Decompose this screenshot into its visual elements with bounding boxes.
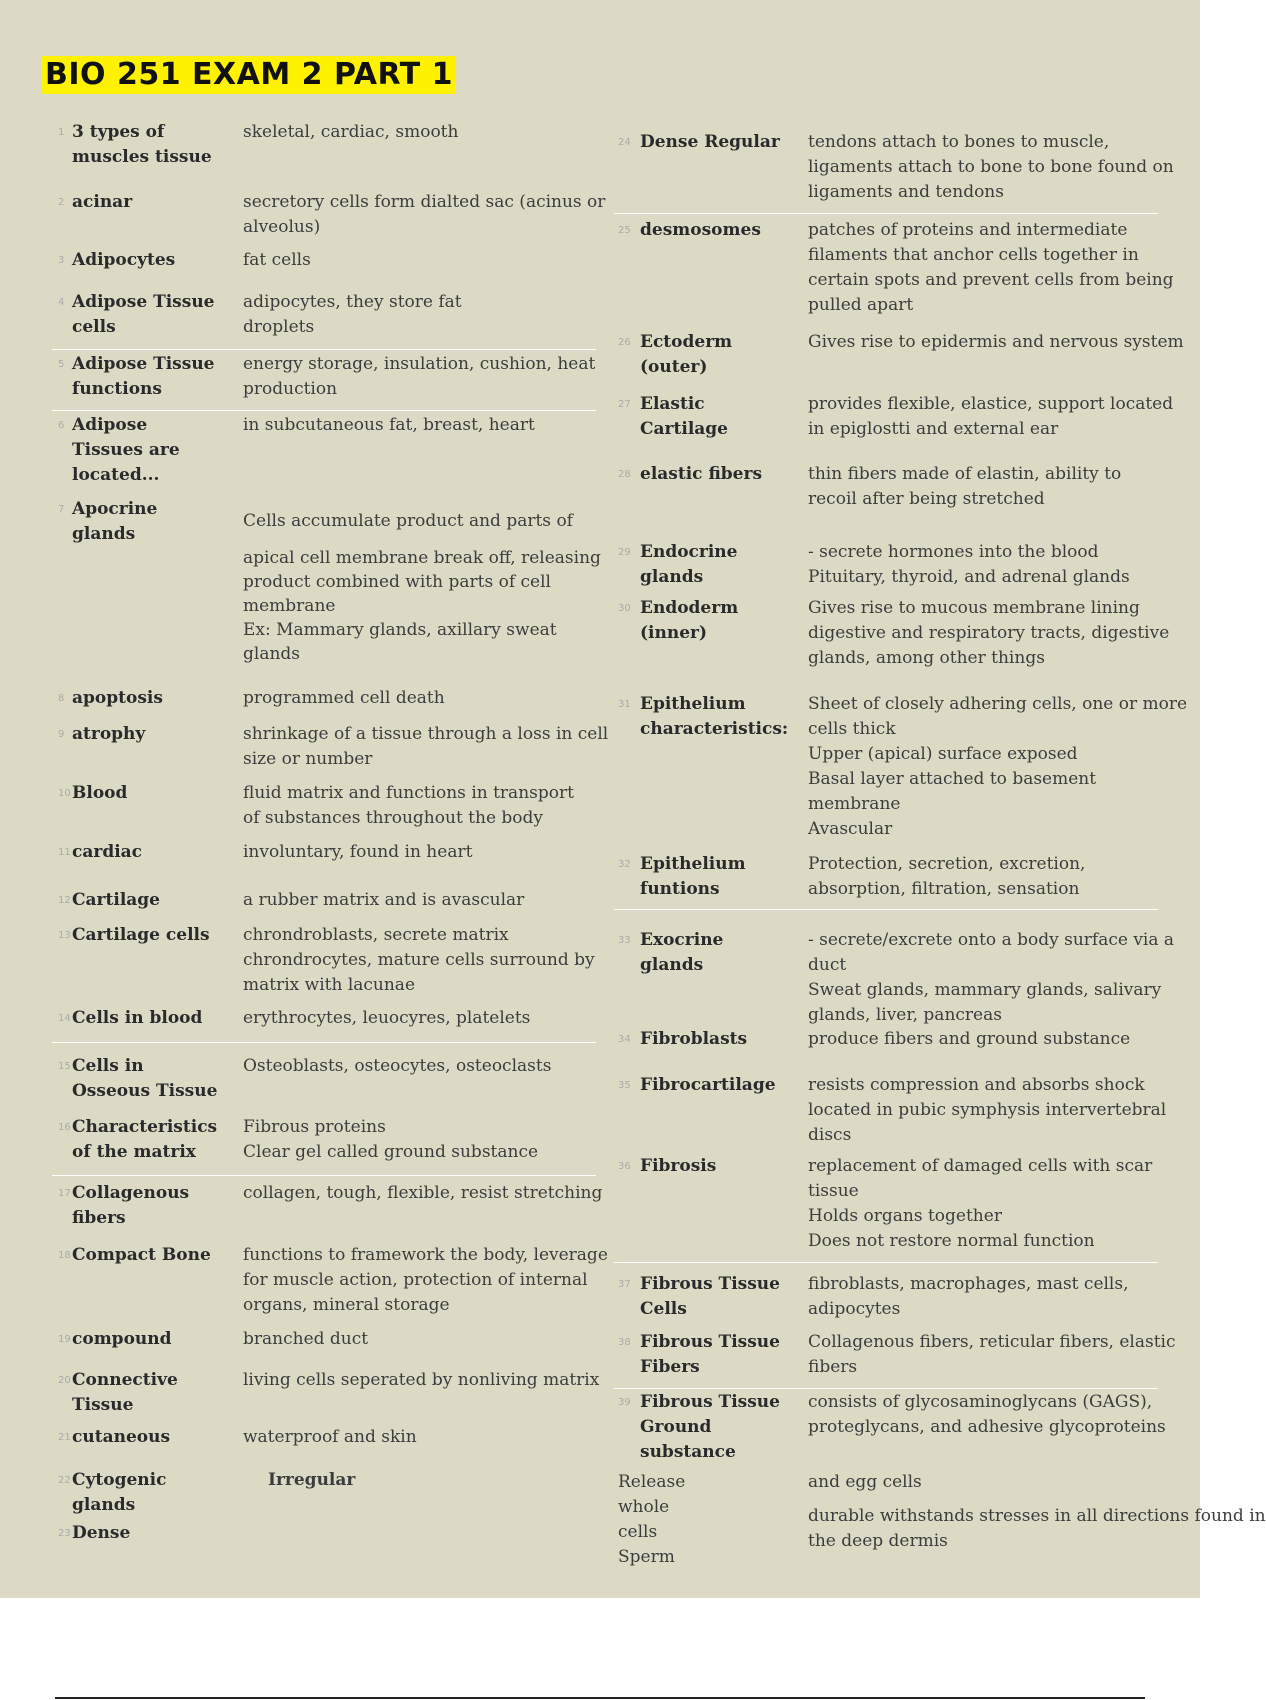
term-line: Epithelium [640, 694, 746, 714]
definition-line: certain spots and prevent cells from being [808, 270, 1174, 290]
entry-term [72, 722, 145, 747]
definition-line: fat cells [243, 250, 311, 270]
term-line: muscles tissue [72, 147, 212, 167]
entry-number: 19 [58, 1334, 71, 1345]
entry-term [72, 1327, 172, 1352]
entry-term [72, 290, 215, 340]
overflow-line: durable withstands stresses in all directions found in [808, 1506, 1266, 1526]
term-line: compound [72, 1329, 172, 1349]
entry-term [640, 1073, 776, 1098]
entry-term [640, 462, 762, 487]
entry-term [72, 888, 160, 913]
term-line: glands [72, 524, 136, 544]
definition-line: Upper (apical) surface exposed [808, 744, 1078, 764]
entry-number: 21 [58, 1432, 71, 1443]
overflow-line: Sperm [618, 1547, 675, 1567]
definition-line: patches of proteins and intermediate [808, 220, 1128, 240]
entry-number: 32 [618, 859, 631, 870]
term-line: of the matrix [72, 1142, 196, 1162]
entry-definition [808, 928, 1174, 1028]
entry-term [72, 1181, 189, 1231]
entry-number: 6 [58, 420, 65, 431]
overflow-line: cells [618, 1522, 658, 1542]
term-line: Connective [72, 1370, 178, 1390]
term-line: Exocrine [640, 930, 724, 950]
entry-number: 5 [58, 359, 65, 370]
entry-definition [808, 218, 1174, 318]
definition-line: apical cell membrane break off, releasing [243, 548, 601, 568]
term-line: Fibrous Tissue [640, 1332, 780, 1352]
definition-line: for muscle action, protection of internal [243, 1270, 588, 1290]
definition-line: shrinkage of a tissue through a loss in cell [243, 724, 609, 744]
term-line: Tissues are [72, 440, 180, 460]
entry-term [72, 248, 175, 273]
term-line: Fibrosis [640, 1156, 717, 1176]
term-line: Endocrine [640, 542, 738, 562]
definition-line: Does not restore normal function [808, 1231, 1095, 1251]
term-line: Characteristics [72, 1117, 218, 1137]
row-divider [52, 349, 596, 350]
definition-line: involuntary, found in heart [243, 842, 473, 862]
definition-line: duct [808, 955, 847, 975]
definition-line: Sheet of closely adhering cells, one or more [808, 694, 1188, 714]
term-line: Ground [640, 1417, 712, 1437]
entry-number: 1 [58, 127, 65, 138]
definition-line: Clear gel called ground substance [243, 1142, 539, 1162]
entry-number: 14 [58, 1013, 71, 1024]
term-line: Blood [72, 783, 128, 803]
entry-definition [808, 1073, 1166, 1148]
definition-line: filaments that anchor cells together in [808, 245, 1139, 265]
entry-definition [243, 1006, 530, 1031]
entry-definition [808, 1027, 1130, 1052]
term-line: Fibrous Tissue [640, 1392, 780, 1412]
term-line: Fibers [640, 1357, 700, 1377]
definition-line: Holds organs together [808, 1206, 1002, 1226]
term-line: located... [72, 465, 160, 485]
entry-definition [808, 462, 1121, 512]
entry-number: 30 [618, 603, 631, 614]
definition-line: living cells seperated by nonliving matrix [243, 1370, 600, 1390]
entry-term [640, 330, 732, 380]
entry-definition [243, 1054, 551, 1079]
term-line: elastic fibers [640, 464, 763, 484]
definition-line: produce fibers and ground substance [808, 1029, 1131, 1049]
overflow-line: and egg cells [808, 1472, 922, 1492]
entry-definition [243, 120, 458, 145]
definition-line: skeletal, cardiac, smooth [243, 122, 459, 142]
entry-definition [243, 722, 608, 772]
definition-line: cells thick [808, 719, 896, 739]
entry-number: 22 [58, 1475, 71, 1486]
definition-line: matrix with lacunae [243, 975, 416, 995]
term-line: Cytogenic [72, 1470, 167, 1490]
definition-line: of substances throughout the body [243, 808, 544, 828]
entry-number: 27 [618, 399, 631, 410]
term-line: Ectoderm [640, 332, 733, 352]
entry-definition [808, 852, 1085, 902]
entry-number: 7 [58, 504, 65, 515]
definition-line: recoil after being stretched [808, 489, 1045, 509]
entry-definition [808, 130, 1174, 205]
definition-line: digestive and respiratory tracts, digestive [808, 623, 1170, 643]
entry-term [640, 692, 788, 742]
entry-number: 38 [618, 1337, 631, 1348]
term-line: funtions [640, 879, 720, 899]
entry-term [640, 596, 738, 646]
entry-number: 12 [58, 895, 71, 906]
term-line: acinar [72, 192, 133, 212]
entry-number: 34 [618, 1034, 631, 1045]
entry-definition [808, 596, 1169, 671]
entry-definition [243, 248, 311, 273]
definition-line: alveolus) [243, 217, 321, 237]
entry-definition [243, 190, 605, 240]
entry-number: 37 [618, 1279, 631, 1290]
entry-term [72, 1468, 166, 1518]
entry-definition [243, 352, 595, 402]
entry-definition [808, 692, 1187, 842]
entry-term [640, 1154, 716, 1179]
term-line: Dense Regular [640, 132, 780, 152]
definition-line: proteglycans, and adhesive glycoproteins [808, 1417, 1166, 1437]
definition-line: in subcutaneous fat, breast, heart [243, 415, 535, 435]
entry-number: 15 [58, 1061, 71, 1072]
definition-line: Fibrous proteins [243, 1117, 386, 1137]
entry-definition [243, 840, 472, 865]
entry-definition [243, 888, 524, 913]
definition-line: glands, among other things [808, 648, 1045, 668]
entry-term [72, 497, 157, 547]
definition-line: Protection, secretion, excretion, [808, 854, 1086, 874]
entry-definition [243, 1327, 368, 1352]
term-line: Adipocytes [72, 250, 176, 270]
definition-line: adipocytes [808, 1299, 901, 1319]
entry-number: 10 [58, 788, 71, 799]
definition-line: glands, liver, pancreas [808, 1005, 1002, 1025]
definition-line: tendons attach to bones to muscle, [808, 132, 1110, 152]
entry-number: 29 [618, 547, 631, 558]
entry-number: 11 [58, 847, 71, 858]
entry-number: 31 [618, 699, 631, 710]
entry-definition [808, 1154, 1152, 1254]
term-line: Apocrine [72, 499, 158, 519]
term-line: cells [72, 317, 116, 337]
term-line: Cartilage cells [72, 925, 210, 945]
entry-definition [243, 781, 574, 831]
term-line: atrophy [72, 724, 146, 744]
term-line: Endoderm [640, 598, 739, 618]
entry-number: 36 [618, 1161, 631, 1172]
term-line: Fibroblasts [640, 1029, 748, 1049]
row-divider [52, 1042, 596, 1043]
definition-line: ligaments and tendons [808, 182, 1004, 202]
entry-number: 35 [618, 1080, 631, 1091]
definition-line: Irregular [268, 1470, 356, 1490]
term-line: cardiac [72, 842, 143, 862]
definition-line: adipocytes, they store fat [243, 292, 462, 312]
term-line: 3 types of [72, 122, 165, 142]
term-line: Fibrous Tissue [640, 1274, 780, 1294]
entry-definition [808, 330, 1184, 355]
term-line: glands [640, 955, 704, 975]
definition-line: resists compression and absorbs shock [808, 1075, 1145, 1095]
term-line: Epithelium [640, 854, 746, 874]
term-line: cutaneous [72, 1427, 171, 1447]
entry-definition [808, 392, 1173, 442]
definition-line: fibers [808, 1357, 858, 1377]
entry-definition [243, 1425, 417, 1450]
entry-number: 4 [58, 297, 65, 308]
definition-line: provides flexible, elastice, support located [808, 394, 1174, 414]
definition-line: Sweat glands, mammary glands, salivary [808, 980, 1162, 1000]
entry-number: 24 [618, 137, 631, 148]
row-divider [614, 1262, 1158, 1263]
definition-line: branched duct [243, 1329, 369, 1349]
entry-term [640, 1027, 747, 1052]
definition-line: membrane [808, 794, 901, 814]
entry-definition [243, 686, 445, 711]
definition-line: tissue [808, 1181, 859, 1201]
term-line: Osseous Tissue [72, 1081, 218, 1101]
term-line: Cartilage [72, 890, 160, 910]
entry-term [640, 130, 780, 155]
definition-line: consists of glycosaminoglycans (GAGS), [808, 1392, 1153, 1412]
definition-line: size or number [243, 749, 373, 769]
definition-line: Basal layer attached to basement [808, 769, 1097, 789]
entry-term [640, 392, 728, 442]
entry-term [72, 923, 210, 948]
entry-term [72, 1006, 202, 1031]
entry-term [72, 840, 142, 865]
definition-line: membrane [243, 596, 336, 616]
definition-line: - secrete/excrete onto a body surface via a [808, 930, 1175, 950]
definition-line: Gives rise to epidermis and nervous system [808, 332, 1184, 352]
term-line: Dense [72, 1523, 131, 1543]
definition-line: located in pubic symphysis intervertebral [808, 1100, 1167, 1120]
entry-number: 9 [58, 729, 65, 740]
entry-number: 17 [58, 1188, 71, 1199]
entry-term [640, 1330, 780, 1380]
term-line: Cells in blood [72, 1008, 203, 1028]
term-line: (outer) [640, 357, 708, 377]
definition-line: waterproof and skin [243, 1427, 417, 1447]
entry-term [640, 928, 723, 978]
definition-line: chrondrocytes, mature cells surround by [243, 950, 595, 970]
entry-definition [243, 290, 462, 340]
entry-definition [243, 923, 595, 998]
term-line: fibers [72, 1208, 126, 1228]
row-divider [614, 1388, 1158, 1389]
term-line: Fibrocartilage [640, 1075, 776, 1095]
definition-line: Avascular [808, 819, 893, 839]
definition-line: in epiglostti and external ear [808, 419, 1059, 439]
entry-definition [243, 1115, 538, 1165]
entry-number: 18 [58, 1250, 71, 1261]
definition-line: Gives rise to mucous membrane lining [808, 598, 1140, 618]
term-line: (inner) [640, 623, 708, 643]
term-line: glands [640, 567, 704, 587]
entry-number: 16 [58, 1122, 71, 1133]
entry-term [640, 540, 737, 590]
entry-term [640, 852, 746, 902]
entry-definition [243, 1181, 602, 1206]
entry-term [72, 120, 212, 170]
definition-line: Collagenous fibers, reticular fibers, elastic [808, 1332, 1176, 1352]
entry-definition [808, 540, 1130, 590]
entry-definition [243, 1243, 608, 1318]
page-title: BIO 251 EXAM 2 PART 1 [42, 56, 456, 94]
definition-line: pulled apart [808, 295, 914, 315]
definition-line: energy storage, insulation, cushion, heat [243, 354, 596, 374]
definition-line: chrondroblasts, secrete matrix [243, 925, 509, 945]
definition-line: functions to framework the body, leverage [243, 1245, 608, 1265]
definition-line: Pituitary, thyroid, and adrenal glands [808, 567, 1130, 587]
entry-number: 39 [618, 1397, 631, 1408]
entry-term [72, 352, 215, 402]
term-line: apoptosis [72, 688, 163, 708]
definition-line: discs [808, 1125, 852, 1145]
term-line: characteristics: [640, 719, 789, 739]
term-line: glands [72, 1495, 136, 1515]
entry-number: 33 [618, 935, 631, 946]
entry-term [640, 1272, 780, 1322]
definition-line: glands [243, 644, 301, 664]
definition-line: erythrocytes, leuocyres, platelets [243, 1008, 531, 1028]
definition-line: absorption, filtration, sensation [808, 879, 1080, 899]
entry-definition [808, 1330, 1176, 1380]
bottom-rule [55, 1697, 1145, 1699]
definition-line: product combined with parts of cell [243, 572, 551, 592]
definition-line: collagen, tough, flexible, resist stretching [243, 1183, 603, 1203]
definition-line: Ex: Mammary glands, axillary sweat [243, 620, 557, 640]
entry-number: 25 [618, 225, 631, 236]
definition-line: fibroblasts, macrophages, mast cells, [808, 1274, 1129, 1294]
entry-definition [808, 1390, 1166, 1440]
entry-term [72, 781, 127, 806]
term-line: functions [72, 379, 162, 399]
definition-line: secretory cells form dialted sac (acinus or [243, 192, 606, 212]
definition-line: programmed cell death [243, 688, 445, 708]
entry-term [72, 686, 163, 711]
definition-line: ligaments attach to bone to bone found on [808, 157, 1174, 177]
row-divider [614, 213, 1158, 214]
row-divider [52, 410, 596, 411]
definition-line: thin fibers made of elastin, ability to [808, 464, 1122, 484]
overflow-line: whole [618, 1497, 670, 1517]
entry-term [72, 1243, 211, 1268]
term-line: desmosomes [640, 220, 761, 240]
overflow-line: the deep dermis [808, 1531, 948, 1551]
definition-line: organs, mineral storage [243, 1295, 450, 1315]
entry-number: 26 [618, 337, 631, 348]
entry-term [72, 1054, 217, 1104]
term-line: Tissue [72, 1395, 134, 1415]
row-divider [614, 909, 1158, 910]
entry-term [72, 190, 132, 215]
entry-number: 28 [618, 469, 631, 480]
overflow-line: Release [618, 1472, 686, 1492]
entry-term [72, 413, 180, 488]
entry-definition [243, 413, 535, 438]
entry-number: 8 [58, 693, 65, 704]
term-line: Adipose Tissue [72, 292, 215, 312]
overflow-left-text [618, 1470, 685, 1570]
term-line: substance [640, 1442, 736, 1462]
entry-number: 3 [58, 255, 65, 266]
definition-line: - secrete hormones into the blood [808, 542, 1099, 562]
entry-term [640, 1390, 780, 1465]
definition-line: replacement of damaged cells with scar [808, 1156, 1153, 1176]
entry-number: 20 [58, 1375, 71, 1386]
entry-term [640, 218, 761, 243]
term-line: Adipose [72, 415, 148, 435]
term-line: Collagenous [72, 1183, 190, 1203]
row-divider [52, 1175, 596, 1176]
entry-number: 13 [58, 930, 71, 941]
entry-term [72, 1425, 170, 1450]
entry-definition [808, 1272, 1129, 1322]
definition-line: Osteoblasts, osteocytes, osteoclasts [243, 1056, 552, 1076]
definition-line: fluid matrix and functions in transport [243, 783, 574, 803]
definition-line: a rubber matrix and is avascular [243, 890, 525, 910]
entry-term [72, 1115, 217, 1165]
entry-number: 23 [58, 1528, 71, 1539]
entry-definition [243, 1368, 599, 1393]
term-line: Elastic [640, 394, 705, 414]
term-line: Cartilage [640, 419, 728, 439]
entry-term [72, 1368, 178, 1418]
term-line: Cells in [72, 1056, 144, 1076]
term-line: Cells [640, 1299, 687, 1319]
term-line: Compact Bone [72, 1245, 211, 1265]
entry-term [72, 1521, 130, 1546]
definition-line: droplets [243, 317, 315, 337]
entry-number: 2 [58, 197, 65, 208]
term-line: Adipose Tissue [72, 354, 215, 374]
overflow-right-text [808, 1470, 1266, 1554]
definition-line: Cells accumulate product and parts of [243, 511, 573, 531]
definition-line: production [243, 379, 338, 399]
